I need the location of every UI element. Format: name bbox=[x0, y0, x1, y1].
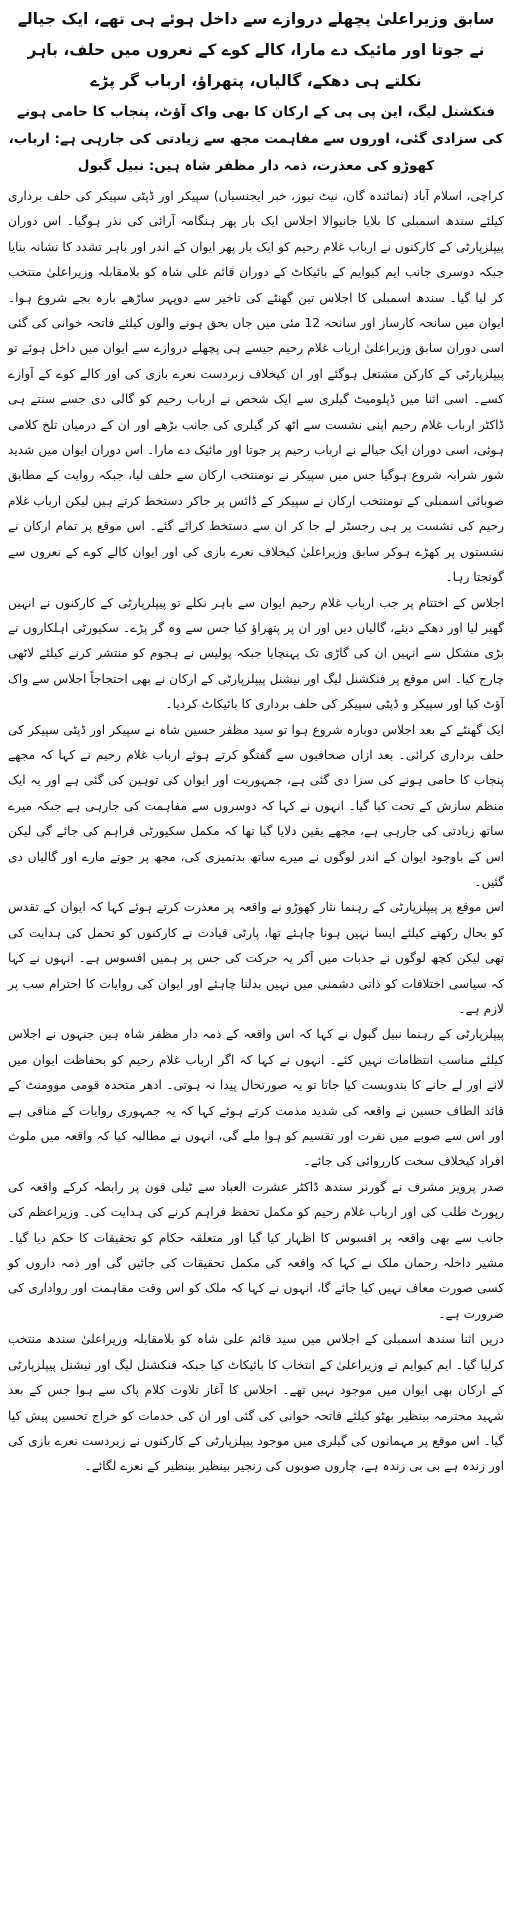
article-paragraph: دریں اثنا سندھ اسمبلی کے اجلاس میں سید قائم علی شاہ کو بلامقابلہ وزیراعلیٰ سندھ منتخب کرلیا گیا۔ ایم کیوایم نے وزیراعلیٰ کے انتخاب کا بائیکاٹ کیا جبکہ فنکشنل لیگ اور نیشنل پیپلزپارٹی کے ارکان بھی ایوان میں موجود نہیں تھے۔ اجلاس کا آغاز تلاوت کلام پاک سے ہوا جس کے بعد شہید محترمہ بینظیر بھٹو کیلئے فاتحہ خوانی کی گئی اور ان کی خدمات کو خراج تحسین پیش کیا گیا۔ اس موقع پر مہمانوں کی گیلری میں موجود پیپلزپارٹی کے کارکنوں نے زبردست نعرے بازی کی اور زندہ ہے بی بی زندہ ہے، چاروں صوبوں کی زنجیر بینظیر بینظیر کے نعرے لگائے۔ bbox=[8, 1332, 504, 1474]
article-paragraph: صدر پرویز مشرف نے گورنر سندھ ڈاکٹر عشرت العباد سے ٹیلی فون پر رابطہ کرکے واقعہ کی رپورٹ طلب کی اور ارباب غلام رحیم کو مکمل تحفظ فراہم کرنے کی ہدایت کی۔ وزیراعظم کی جانب سے بھی واقعہ پر افسوس کا اظہار کیا گیا اور متعلقہ حکام کو تحقیقات کا حکم دیا گیا۔ مشیر داخلہ رحمان ملک نے کہا کہ واقعہ کی مکمل تحقیقات کی جائیں گی اور ذمہ داروں کو کسی صورت معاف نہیں کیا جائے گا، انہوں نے کہا کہ ملک کو اس وقت مفاہمت اور رواداری کی ضرورت ہے۔ bbox=[8, 1179, 504, 1321]
article-paragraph: اس موقع پر پیپلزپارٹی کے رہنما نثار کھوڑو نے واقعہ پر معذرت کرتے ہوئے کہا کہ ایوان کے تقدس کو بحال رکھنے کیلئے ایسا نہیں ہونا چاہئے تھا، پارٹی قیادت نے کارکنوں کو تحمل کی ہدایت کی تھی لیکن کچھ لوگوں نے جذبات میں آکر یہ حرکت کی جس پر ہمیں افسوس ہے۔ انہوں نے کہا کہ سیاسی اختلافات کو ذاتی دشمنی میں نہیں بدلنا چاہئے اور ایوان کی روایات کا احترام سب پر لازم ہے۔ bbox=[8, 900, 504, 1016]
article-subheadline: فنکشنل لیگ، این پی پی کے ارکان کا بھی واک آؤٹ، پنجاب کا حامی ہونے کی سزادی گئی، اوروں سے مفاہمت مجھ سے زیادتی کی جارہی ہے: ارباب، کھوڑو کی معذرت، ذمہ دار مظفر شاہ ہیں: نبیل گبول bbox=[8, 104, 504, 174]
article-headline: سابق وزیراعلیٰ پچھلے دروازے سے داخل ہوئے ہی تھے، ایک جیالے نے جوتا اور مائیک دے مارا، کالے کوے کے نعروں میں حلف، باہر نکلتے ہی دھکے، گالیاں، پتھراؤ، ارباب گر پڑے bbox=[17, 10, 495, 90]
article-paragraph: پیپلزپارٹی کے رہنما نبیل گبول نے کہا کہ اس واقعہ کے ذمہ دار مظفر شاہ ہیں جنہوں نے اجلاس کیلئے مناسب انتظامات نہیں کئے۔ انہوں نے کہا کہ اگر ارباب غلام رحیم کو بحفاظت ایوان میں لانے اور لے جانے کا بندوبست کیا جاتا تو یہ صورتحال پیدا نہ ہوتی۔ ادھر متحدہ قومی موومنٹ کے قائد الطاف حسین نے واقعہ کی شدید مذمت کرتے ہوئے کہا کہ یہ جمہوری روایات کے منافی ہے اور اس سے صوبے میں نفرت اور تقسیم کو ہوا ملے گی، انہوں نے مطالبہ کیا کہ واقعہ میں ملوث افراد کیخلاف سخت کارروائی کی جائے۔ bbox=[8, 1027, 504, 1169]
article-paragraph: ایک گھنٹے کے بعد اجلاس دوبارہ شروع ہوا تو سید مظفر حسین شاہ نے سپیکر اور ڈپٹی سپیکر کی حلف برداری کرائی۔ بعد ازاں صحافیوں سے گفتگو کرتے ہوئے ارباب غلام رحیم نے کہا کہ مجھے پنجاب کا حامی ہونے کی سزا دی گئی ہے، جمہوریت اور ایوان کی توہین کی گئی ہے اور یہ ایک منظم سازش کے تحت کیا گیا۔ انہوں نے کہا کہ دوسروں سے مفاہمت کی جارہی ہے جبکہ میرے ساتھ زیادتی کی جارہی ہے، مجھے یقین دلایا گیا تھا کہ مکمل سکیورٹی فراہم کی جائے گی لیکن اس کے باوجود ایوان کے اندر لوگوں نے میرے ساتھ بدتمیزی کی، مجھ پر جوتے مارے اور گالیاں دی گئیں۔ bbox=[8, 722, 504, 889]
article-paragraph: اجلاس کے اختتام پر جب ارباب غلام رحیم ایوان سے باہر نکلے تو پیپلزپارٹی کے کارکنوں نے انہیں گھیر لیا اور دھکے دیئے، گالیاں دیں اور ان پر پتھراؤ کیا جس سے وہ گر پڑے۔ سکیورٹی اہلکاروں نے بڑی مشکل سے انہیں ان کی گاڑی تک پہنچایا جبکہ پولیس نے ہجوم کو منتشر کرنے کیلئے لاٹھی چارج کیا۔ اس موقع پر فنکشنل لیگ اور نیشنل پیپلزپارٹی کے ارکان نے بھی احتجاجاً اجلاس سے واک آؤٹ کیا اور سپیکر و ڈپٹی سپیکر کی حلف برداری کا بائیکاٹ کردیا۔ bbox=[8, 595, 504, 712]
article-body bbox=[8, 184, 504, 1480]
article-paragraph: کراچی، اسلام آباد (نمائندہ گان، نیٹ نیوز، خبر ایجنسیاں) سپیکر اور ڈپٹی سپیکر کی حلف برداری کیلئے سندھ اسمبلی کا بلایا جانیوالا اجلاس ایک بار پھر ہنگامہ آرائی کی نذر ہوگیا۔ اس دوران پیپلزپارٹی کے کارکنوں نے ارباب غلام رحیم کو ایک بار پھر ایوان کے اندر اور باہر تشدد کا نشانہ بنایا جبکہ دوسری جانب ایم کیوایم کے بائیکاٹ کے دوران قائم علی شاہ کو بلامقابلہ وزیراعلیٰ منتخب کر لیا گیا۔ سندھ اسمبلی کا اجلاس تین گھنٹے کی تاخیر سے دوپہر ساڑھے بارہ بجے شروع ہوا۔ ایوان میں سانحہ کارساز اور سانحہ 12 مئی میں جاں بحق ہونے والوں کیلئے فاتحہ خوانی کی گئی اسی دوران سابق وزیراعلیٰ ارباب غلام رحیم جیسے ہی پچھلے دروازے سے ایوان میں داخل ہوئے تو پیپلزپارٹی کے کارکن مشتعل ہوگئے اور ان کیخلاف زبردست نعرے بازی کی اور کالے کوے کے آوازے کسے۔ اسی اثنا میں ڈپلومیٹ گیلری سے ایک شخص نے ارباب رحیم کو گالی دی جسے سنتے ہی ڈاکٹر ارباب غلام رحیم اپنی نشست سے اٹھ کر گیلری کی جانب بڑھے اور ان کے درمیان تلخ کلامی ہوئی، اسی دوران ایک جیالے نے ارباب رحیم پر جوتا اور مائیک دے مارا۔ اس دوران ایوان میں شدید شور شرابہ شروع ہوگیا جس میں سپیکر نے نومنتخب ارکان سے حلف لیا، جبکہ روایت کے مطابق صوبائی اسمبلی کے نومنتخب ارکان نے سپیکر کے ڈائس پر جاکر دستخط کرتے ہیں لیکن ارباب غلام رحیم کی نشست پر ہی رجسٹر لے جا کر ان سے دستخط کرائے گئے۔ اس موقع پر تمام ارکان نے نشستوں پر کھڑے ہوکر سابق وزیراعلیٰ کیخلاف نعرے بازی کی اور ایوان کالے کوے کے نعروں سے گونجتا رہا۔ bbox=[8, 189, 504, 585]
